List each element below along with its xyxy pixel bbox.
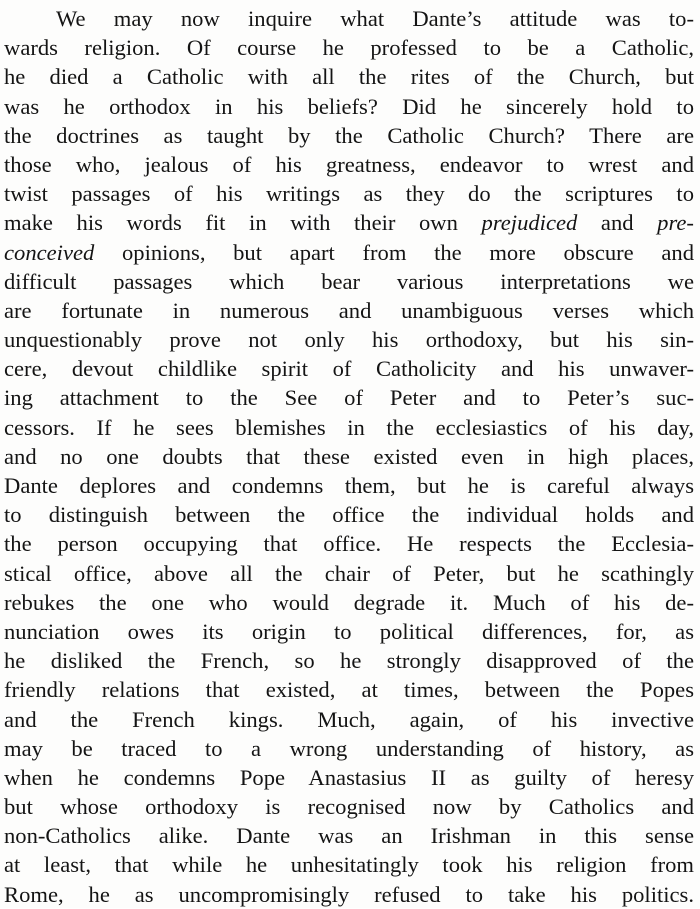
text-line: non-Catholics alike. Dante was an Irishman in this sense <box>4 823 694 849</box>
text-line: when he condemns Pope Anastasius II as guilty of heresy <box>4 764 694 790</box>
text-line: twist passages of his writings as they do the scriptures to <box>4 181 694 207</box>
text-line: ing attachment to the See of Peter and to Peter’s suc- <box>4 385 694 411</box>
text-line: are fortunate in numerous and unambiguous verses which <box>4 297 694 323</box>
text-line: stical office, above all the chair of Peter, but he scathingly <box>4 560 694 586</box>
body-paragraph <box>4 4 694 909</box>
text-line: to distinguish between the office the individual holds and <box>4 502 694 528</box>
text-line: the person occupying that office. He respects the Ecclesia- <box>4 531 694 557</box>
text-segment: make his words fit in with their own <box>4 210 458 236</box>
italic-word: pre- <box>657 210 694 236</box>
text-line: difficult passages which bear various interpretations we <box>4 268 694 294</box>
text-line: the doctrines as taught by the Catholic Church? There are <box>4 122 694 148</box>
text-line: unquestionably prove not only his orthodoxy, but his sin- <box>4 327 694 353</box>
text-line: at least, that while he unhesitatingly took his religion from <box>4 852 694 878</box>
text-line: nunciation owes its origin to political differences, for, as <box>4 618 694 644</box>
text-line: he died a Catholic with all the rites of the Church, but <box>4 64 694 90</box>
text-line: and the French kings. Much, again, of his invective <box>4 706 694 732</box>
text-segment: opinions, but apart from the more obscure and <box>121 239 694 265</box>
text-line: and no one doubts that these existed even in high places, <box>4 443 694 469</box>
text-line: Rome, he as uncompromisingly refused to take his politics. <box>4 881 694 907</box>
text-segment: and <box>600 210 634 236</box>
text-line: those who, jealous of his greatness, endeavor to wrest and <box>4 151 694 177</box>
text-line: may be traced to a wrong understanding of history, as <box>4 735 694 761</box>
text-line: cere, devout childlike spirit of Catholicity and his unwaver- <box>4 356 694 382</box>
text-line: he disliked the French, so he strongly disapproved of the <box>4 648 694 674</box>
text-line <box>4 238 694 267</box>
italic-word: prejudiced <box>481 210 578 236</box>
italic-word: conceived <box>4 239 95 265</box>
text-line <box>4 208 694 237</box>
text-line: but whose orthodoxy is recognised now by Catholics and <box>4 794 694 820</box>
text-line: cessors. If he sees blemishes in the ecclesiastics of his day, <box>4 414 694 440</box>
text-line: We may now inquire what Dante’s attitude was to- <box>56 6 694 31</box>
text-line: rebukes the one who would degrade it. Much of his de- <box>4 589 694 615</box>
text-line: wards religion. Of course he professed to be a Catholic, <box>4 35 694 61</box>
text-line: friendly relations that existed, at times, between the Popes <box>4 677 694 703</box>
text-line: was he orthodox in his beliefs? Did he sincerely hold to <box>4 93 694 119</box>
text-line: Dante deplores and condemns them, but he is careful always <box>4 473 694 498</box>
